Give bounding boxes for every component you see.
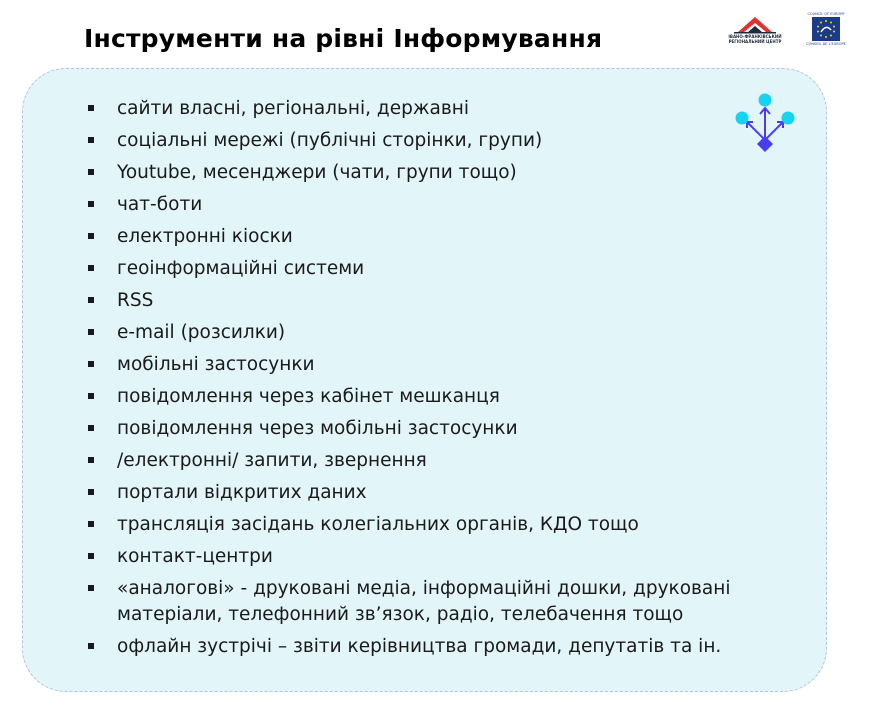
- list-item: [88, 320, 778, 346]
- list-item: [88, 256, 778, 282]
- list-item: [88, 352, 778, 378]
- list-item: [88, 384, 778, 410]
- irc-logo-line1: ІВАНО-ФРАНКІВСЬКИЙ: [728, 34, 782, 39]
- coe-top-text: COUNCIL OF EUROPE: [807, 12, 845, 16]
- list-item-text: мобільні застосунки: [117, 354, 315, 375]
- irc-logo-line2: РЕГІОНАЛЬНИЙ ЦЕНТР: [728, 39, 782, 44]
- list-item-text: чат-боти: [117, 194, 203, 215]
- bullet-square-icon: [88, 233, 94, 239]
- list-item: [88, 576, 778, 628]
- list-item: [88, 480, 778, 506]
- bullet-square-icon: [88, 553, 94, 559]
- bullet-square-icon: [88, 105, 94, 111]
- bullet-square-icon: [88, 169, 94, 175]
- irc-logo-mark: [724, 14, 786, 34]
- list-item-text: «аналогові» - друковані медіа, інформаційні дошки, друковані матеріали, телефонний зв’язок, радіо, телебачення тощо: [117, 578, 731, 625]
- list-item-text: офлайн зустрічі – звіти керівництва громади, депутатів та ін.: [117, 636, 722, 657]
- list-item-text: повідомлення через кабінет мешканця: [117, 386, 500, 407]
- bullet-square-icon: [88, 489, 94, 495]
- list-item: [88, 288, 778, 314]
- list-item: [88, 544, 778, 570]
- list-item: [88, 192, 778, 218]
- coe-bottom-text: CONSEIL DE L'EUROPE: [806, 42, 846, 46]
- list-item: [88, 448, 778, 474]
- council-of-europe-logo: [806, 12, 846, 48]
- bullet-square-icon: [88, 585, 94, 591]
- list-item-text: /електронні/ запити, звернення: [117, 450, 427, 471]
- list-item-text: електронні кіоски: [117, 226, 293, 247]
- bullet-square-icon: [88, 265, 94, 271]
- list-item-text: сайти власні, регіональні, державні: [117, 98, 469, 119]
- slide-title: Інструменти на рівні Інформування: [84, 24, 603, 53]
- bullet-square-icon: [88, 329, 94, 335]
- irc-logo: [724, 14, 786, 48]
- list-item-text: трансляція засідань колегіальних органів, КДО тощо: [117, 514, 639, 535]
- list-item-text: e-mail (розсилки): [117, 322, 286, 343]
- list-item: [88, 634, 778, 660]
- list-item-text: портали відкритих даних: [117, 482, 367, 503]
- bullet-square-icon: [88, 425, 94, 431]
- list-item: [88, 128, 778, 154]
- tools-list: [88, 96, 778, 666]
- list-item-text: геоінформаційні системи: [117, 258, 365, 279]
- list-item: [88, 224, 778, 250]
- bullet-square-icon: [88, 201, 94, 207]
- irc-logo-text: [724, 34, 786, 44]
- list-item-text: RSS: [117, 290, 154, 311]
- list-item-text: соціальні мережі (публічні сторінки, групи): [117, 130, 543, 151]
- list-item-text: контакт-центри: [117, 546, 273, 567]
- bullet-square-icon: [88, 297, 94, 303]
- list-item: [88, 96, 778, 122]
- list-item: [88, 512, 778, 538]
- bullet-square-icon: [88, 393, 94, 399]
- bullet-square-icon: [88, 457, 94, 463]
- bullet-square-icon: [88, 643, 94, 649]
- list-item-text: повідомлення через мобільні застосунки: [117, 418, 518, 439]
- list-item-text: Youtube, месенджери (чати, групи тощо): [117, 162, 517, 183]
- list-item: [88, 416, 778, 442]
- bullet-square-icon: [88, 361, 94, 367]
- coe-flag-icon: [806, 16, 846, 42]
- bullet-square-icon: [88, 137, 94, 143]
- bullet-square-icon: [88, 521, 94, 527]
- list-item: [88, 160, 778, 186]
